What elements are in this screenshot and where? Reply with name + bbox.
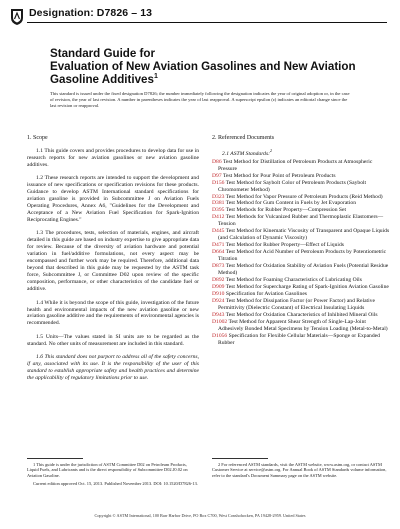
- reference-title: Test Method for Oxidation Characteristics of Inhibited Mineral Oils: [224, 311, 378, 318]
- scope-paragraph: 1.3 The procedures, tests, selection of materials, engines, and aircraft detailed in this guide are based on industry expertise to give appropriate data for review. Because of the diversity of aviation hardware and potential variation in fuel/additive formulations, not every aspect may be encompassed and further work may be required. Therefore, additional data beyond that described in this guide may be requested by the ASTM task force, Subcommittee J, or Committee D02 upon review of the specific composition, performance, or other characteristics of the candidate fuel or additive.: [27, 230, 199, 293]
- scope-paragraph: 1.1 This guide covers and provides procedures to develop data for use in research reports for new aviation gasolines or new aviation gasoline additives.: [27, 147, 199, 168]
- title-line-2: [50, 60, 370, 86]
- reference-title: Test Method for Kinematic Viscosity of Transparent and Opaque Liquids (and Calculation of Dynamic Viscosity): [218, 228, 390, 242]
- reference-title: Test Method for Acid Number of Petroleum Products by Potentiometric Titration: [218, 249, 387, 263]
- title-line-1: Standard Guide for: [50, 47, 155, 60]
- reference-code-link[interactable]: D1002: [212, 318, 228, 325]
- issuance-note: This standard is issued under the fixed designation D7826; the number immediately following the designation indicates the year of original adoption or, in the case of revision, the year of last revision. A number in parentheses indicates the year of last reapproval. A superscript epsilon (ε) indicates an editorial change since the last revision or reapproval.: [50, 91, 350, 109]
- astm-logo-icon: [10, 7, 24, 26]
- reference-title: Test Method for Foaming Characteristics of Lubricating Oils: [224, 276, 362, 283]
- right-footnotes: [212, 454, 392, 481]
- reference-item: [212, 180, 392, 194]
- reference-code-link[interactable]: D943: [212, 311, 225, 318]
- reference-code-link[interactable]: D873: [212, 263, 225, 270]
- left-footnotes: [27, 454, 199, 490]
- reference-code-link[interactable]: D910: [212, 290, 225, 297]
- scope-paragraph: 1.2 These research reports are intended to support the development and issuance of new specifications or specification revisions for these products. Guidance to develop ASTM International standard specifications for aviation gasoline is provided in Subcommittee J on Aviation Fuels Operating Procedures, Annex A6, "Guidelines for the Development and Acceptance of a New Aviation Fuel Specification for Spark-Ignition Reciprocating Engines.": [27, 175, 199, 224]
- scope-paragraph: 1.4 While it is beyond the scope of this guide, investigation of the future health and environmental impacts of the new aviation gasoline or new aviation gasoline additive and the requirements of environmental agencies is recommended.: [27, 299, 199, 327]
- document-title: [50, 47, 370, 86]
- reference-title: Specification for Flexible Cellular Materials—Sponge or Expanded Rubber: [218, 332, 380, 346]
- reference-code-link[interactable]: D909: [212, 283, 225, 290]
- reference-title: Test Methods for Rubber Property—Compression Set: [224, 207, 347, 214]
- section-heading-scope: 1. Scope: [27, 135, 48, 141]
- reference-code-link[interactable]: D664: [212, 249, 225, 256]
- reference-item: [212, 298, 392, 312]
- reference-item: [212, 214, 392, 228]
- footnote: 1 This guide is under the jurisdiction of ASTM Committee D02 on Petroleum Products, Liquid Fuels, and Lubricants and is the direct responsibility of Subcommittee D02.J0.02 on Aviation Gasoline.: [27, 461, 188, 478]
- reference-title: Test Method for Vapor Pressure of Petroleum Products (Reid Method): [224, 193, 383, 200]
- left-column: [27, 135, 199, 389]
- subheading-footnote-mark: 2: [270, 147, 273, 153]
- reference-title: Specification for Aviation Gasolines: [224, 290, 307, 297]
- reference-title: Test Methods for Vulcanized Rubber and Thermoplastic Elastomers—Tension: [218, 214, 384, 228]
- scope-paragraph: 1.5 Units—The values stated in SI units are to be regarded as the standard. No other units of measurement are included in this standard.: [27, 333, 199, 347]
- copyright-line: Copyright © ASTM International, 100 Barr Harbor Drive, PO Box C700, West Conshohocken, PA 19428-2959. United States: [94, 513, 306, 518]
- reference-item: [212, 312, 392, 319]
- reference-title: Test Method for Supercharge Rating of Spark-Ignition Aviation Gasoline: [224, 283, 389, 290]
- section-heading-references: 2. Referenced Documents: [212, 135, 275, 141]
- reference-code-link[interactable]: D892: [212, 276, 225, 283]
- footnote-divider: [27, 458, 83, 459]
- reference-code-link[interactable]: D924: [212, 297, 225, 304]
- subheading-text: 2.1 ASTM Standards:: [222, 150, 271, 157]
- title-main: Evaluation of New Aviation Gasolines and New Aviation Gasoline Additives: [50, 60, 356, 86]
- footnote: 2 For referenced ASTM standards, visit the ASTM website, www.astm.org, or contact ASTM Customer Service at service@astm.org. For Annual Book of ASTM Standards volume information, refer to the standard's Document Summary page on the ASTM website.: [212, 461, 387, 478]
- reference-title: Test Method for Gum Content in Fuels by Jet Evaporation: [224, 200, 357, 207]
- title-footnote-mark: 1: [153, 73, 158, 81]
- reference-title: Test Method for Apparent Shear Strength of Single-Lap-Joint Adhesively Bonded Metal Specimens by Tension Loading (Metal-to-Metal): [218, 318, 388, 332]
- reference-title: Test Method for Oxidation Stability of Aviation Fuels (Potential Residue Method): [218, 263, 389, 277]
- reference-title: Test Method for Rubber Property—Effect of Liquids: [224, 242, 344, 249]
- header-divider: [27, 22, 387, 23]
- safety-paragraph: 1.6 This standard does not purport to address all of the safety concerns, if any, associated with its use. It is the responsibility of the user of this standard to establish appropriate safety and health practices and determine the applicability of regulatory limitations prior to use.: [27, 354, 199, 382]
- reference-code-link[interactable]: D381: [212, 200, 225, 207]
- reference-title: Test Method for Pour Point of Petroleum Products: [221, 172, 336, 179]
- reference-item: [212, 291, 392, 298]
- reference-item: [212, 277, 392, 284]
- reference-item: [212, 159, 392, 173]
- references-subheading: [222, 148, 392, 158]
- reference-item: [212, 249, 392, 263]
- reference-code-link[interactable]: D323: [212, 193, 225, 200]
- reference-item: [212, 173, 392, 180]
- right-column: [212, 135, 392, 347]
- reference-code-link[interactable]: D471: [212, 242, 225, 249]
- designation: Designation: D7826 – 13: [29, 7, 153, 19]
- reference-item: [212, 319, 392, 333]
- reference-title: Test Method for Dissipation Factor (or Power Factor) and Relative Permittivity (Dielectric Constant) of Electrical Insulating Liquids: [218, 297, 375, 311]
- reference-code-link[interactable]: D395: [212, 207, 225, 214]
- reference-title: Test Method for Distillation of Petroleum Products at Atmospheric Pressure: [218, 158, 373, 172]
- reference-item: [212, 228, 392, 242]
- reference-code-link[interactable]: D1056: [212, 332, 228, 339]
- reference-code-link[interactable]: D445: [212, 228, 225, 235]
- footnote-divider: [212, 458, 268, 459]
- reference-list: [212, 159, 392, 347]
- reference-code-link[interactable]: D97: [212, 172, 222, 179]
- reference-item: [212, 333, 392, 347]
- reference-title: Test Method for Saybolt Color of Petroleum Products (Saybolt Chromometer Method): [218, 179, 367, 193]
- footnote: Current edition approved Oct. 15, 2013. Published November 2013. DOI: 10.1520/D7826-13.: [33, 481, 198, 487]
- reference-item: [212, 263, 392, 277]
- reference-code-link[interactable]: D156: [212, 179, 225, 186]
- reference-code-link[interactable]: D86: [212, 158, 222, 165]
- reference-item: [212, 284, 392, 291]
- reference-code-link[interactable]: D412: [212, 214, 225, 221]
